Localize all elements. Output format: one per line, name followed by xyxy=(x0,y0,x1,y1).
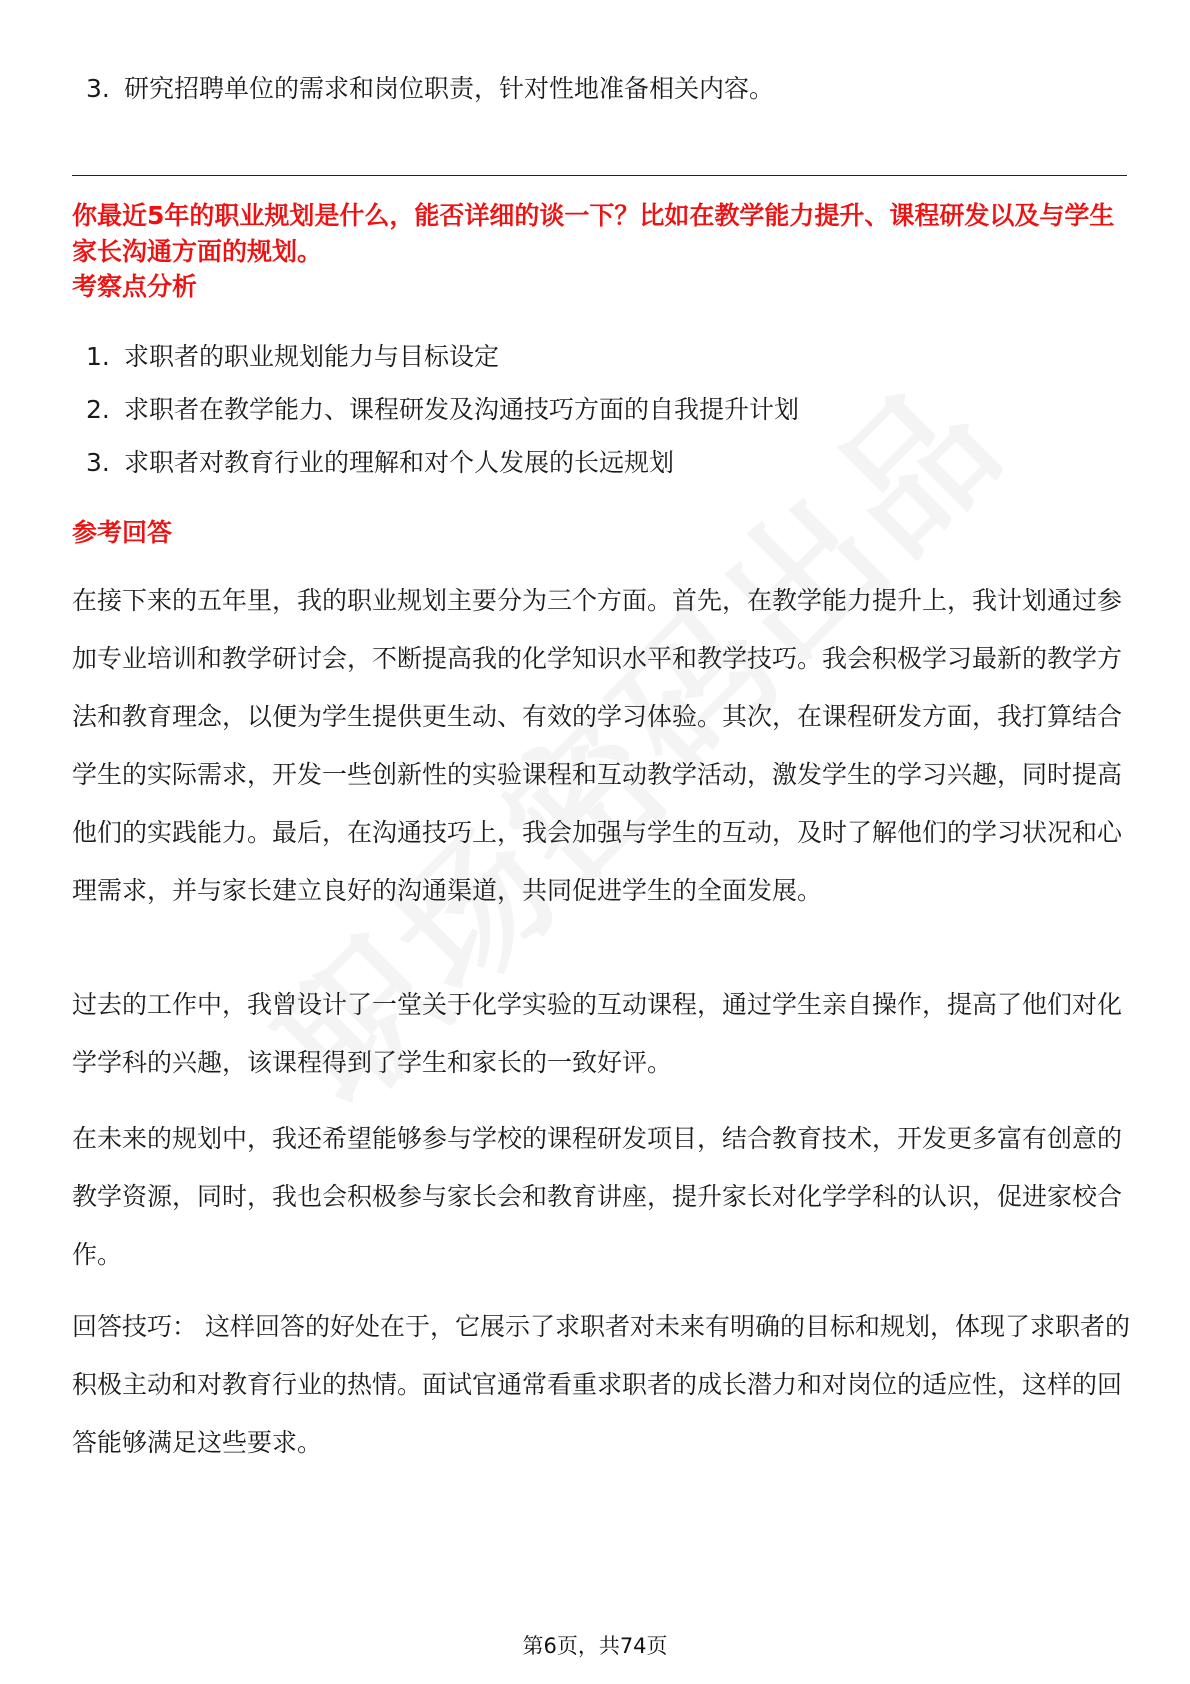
list-item-text: 研究招聘单位的需求和岗位职责，针对性地准备相关内容。 xyxy=(124,74,775,103)
list-item-text: 求职者对教育行业的理解和对个人发展的长远规划 xyxy=(124,448,675,477)
list-item-number: 2. xyxy=(86,395,110,424)
answer-paragraph: 在未来的规划中，我还希望能够参与学校的课程研发项目，结合教育技术，开发更多富有创意的教学资源，同时，我也会积极参与家长会和教育讲座，提升家长对化学学科的认识，促进家校合作。 xyxy=(72,1124,1123,1269)
question-title: 你最近5年的职业规划是什么，能否详细的谈一下？比如在教学能力提升、课程研发以及与学生家长沟通方面的规划。 xyxy=(72,201,1115,266)
list-item xyxy=(86,72,774,106)
list-item-number: 3. xyxy=(86,448,110,477)
answer-paragraph: 过去的工作中，我曾设计了一堂关于化学实验的互动课程，通过学生亲自操作，提高了他们对化学学科的兴趣，该课程得到了学生和家长的一致好评。 xyxy=(72,990,1123,1077)
answer-tips-paragraph: 回答技巧： 这样回答的好处在于，它展示了求职者对未来有明确的目标和规划，体现了求职者的积极主动和对教育行业的热情。面试官通常看重求职者的成长潜力和对岗位的适应性，这样的回答能够满足这些要求。 xyxy=(72,1312,1130,1457)
list-item xyxy=(86,340,499,374)
list-item xyxy=(86,446,674,480)
analysis-heading: 考察点分析 xyxy=(72,272,198,301)
list-item-text: 求职者的职业规划能力与目标设定 xyxy=(124,342,500,371)
page-number: 第6页，共74页 xyxy=(522,1634,668,1658)
list-item-number: 1. xyxy=(86,342,110,371)
list-item-number: 3. xyxy=(86,74,110,103)
answer-heading: 参考回答 xyxy=(72,518,173,547)
section-divider xyxy=(72,175,1127,176)
answer-paragraph: 在接下来的五年里，我的职业规划主要分为三个方面。首先，在教学能力提升上，我计划通过参加专业培训和教学研讨会，不断提高我的化学知识水平和教学技巧。我会积极学习最新的教学方法和教育理念，以便为学生提供更生动、有效的学习体验。其次，在课程研发方面，我打算结合学生的实际需求，开发一些创新性的实验课程和互动教学活动，激发学生的学习兴趣，同时提高他们的实践能力。最后，在沟通技巧上，我会加强与学生的互动，及时了解他们的学习状况和心理需求，并与家长建立良好的沟通渠道，共同促进学生的全面发展。 xyxy=(72,586,1123,905)
list-item xyxy=(86,393,799,427)
list-item-text: 求职者在教学能力、课程研发及沟通技巧方面的自我提升计划 xyxy=(124,395,800,424)
